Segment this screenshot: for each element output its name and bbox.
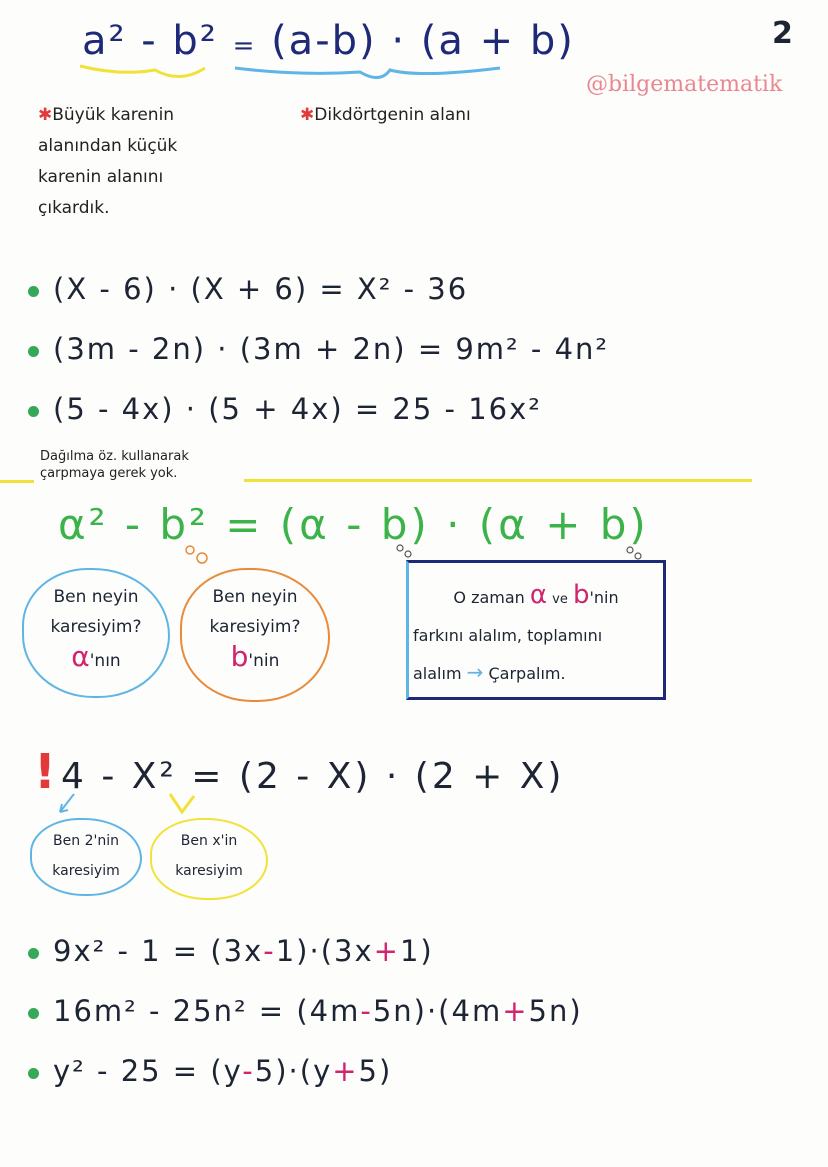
examples-1 <box>28 272 609 452</box>
exclamation-icon: ! <box>34 744 56 800</box>
star-icon: ✱ <box>38 105 53 125</box>
note-left <box>38 100 177 224</box>
example-2-row: 9x² - 1 = (3x-1)·(3x+1) <box>28 934 583 994</box>
example-2-row: y² - 25 = (y-5)·(y+5) <box>28 1054 583 1114</box>
divider-right <box>244 479 752 482</box>
small-cloud-1: Ben 2'nin karesiyim <box>30 818 142 896</box>
green-formula: α² - b² = (α - b) · (α + b) <box>58 500 649 549</box>
top-formula-rhs: (a-b) · (a + b) <box>271 18 575 64</box>
note-left-line-2: alanından küçük <box>38 136 178 156</box>
example-2-row: 16m² - 25n² = (4m-5n)·(4m+5n) <box>28 994 583 1054</box>
note-left-line-4: çıkardık. <box>38 198 110 218</box>
top-formula-lhs: a² - b² <box>82 18 218 64</box>
top-formula <box>82 18 575 64</box>
note-right: ✱Dikdörtgenin alanı <box>300 105 471 125</box>
note-left-line-3: karenin alanını <box>38 167 164 187</box>
example-1-row: (3m - 2n) · (3m + 2n) = 9m² - 4n² <box>28 332 609 392</box>
top-formula-underlines <box>60 60 530 90</box>
top-formula-eq: = <box>232 31 257 61</box>
bullet-icon <box>28 1008 39 1019</box>
cloud-a: Ben neyin karesiyim? α'nın <box>22 568 170 698</box>
small-cloud-2: Ben x'in karesiyim <box>150 818 268 900</box>
arrow-right-icon: → <box>466 660 484 684</box>
note-left-line-1: Büyük karenin <box>52 105 175 125</box>
page-number: 2 <box>772 16 793 51</box>
example-1-row: (X - 6) · (X + 6) = X² - 36 <box>28 272 609 332</box>
divider-note: Dağılma öz. kullanarak çarpmaya gerek yok. <box>40 449 189 481</box>
watermark: @bilgematematik <box>586 72 783 97</box>
pointer-arrows <box>40 790 220 820</box>
explanation-box: O zaman α ve b'nin farkını alalım, toplamını alalım → Çarpalım. <box>406 560 666 700</box>
divider-left <box>0 480 34 483</box>
example-1-row: (5 - 4x) · (5 + 4x) = 25 - 16x² <box>28 392 609 452</box>
bullet-icon <box>28 346 39 357</box>
bullet-icon <box>28 406 39 417</box>
highlight-formula: ! 4 - X² = (2 - X) · (2 + X) <box>34 744 565 800</box>
bullet-icon <box>28 948 39 959</box>
bullet-icon <box>28 1068 39 1079</box>
cloud-b: Ben neyin karesiyim? b'nin <box>180 568 330 702</box>
star-icon: ✱ <box>300 105 315 125</box>
bullet-icon <box>28 286 39 297</box>
examples-2 <box>28 934 583 1114</box>
